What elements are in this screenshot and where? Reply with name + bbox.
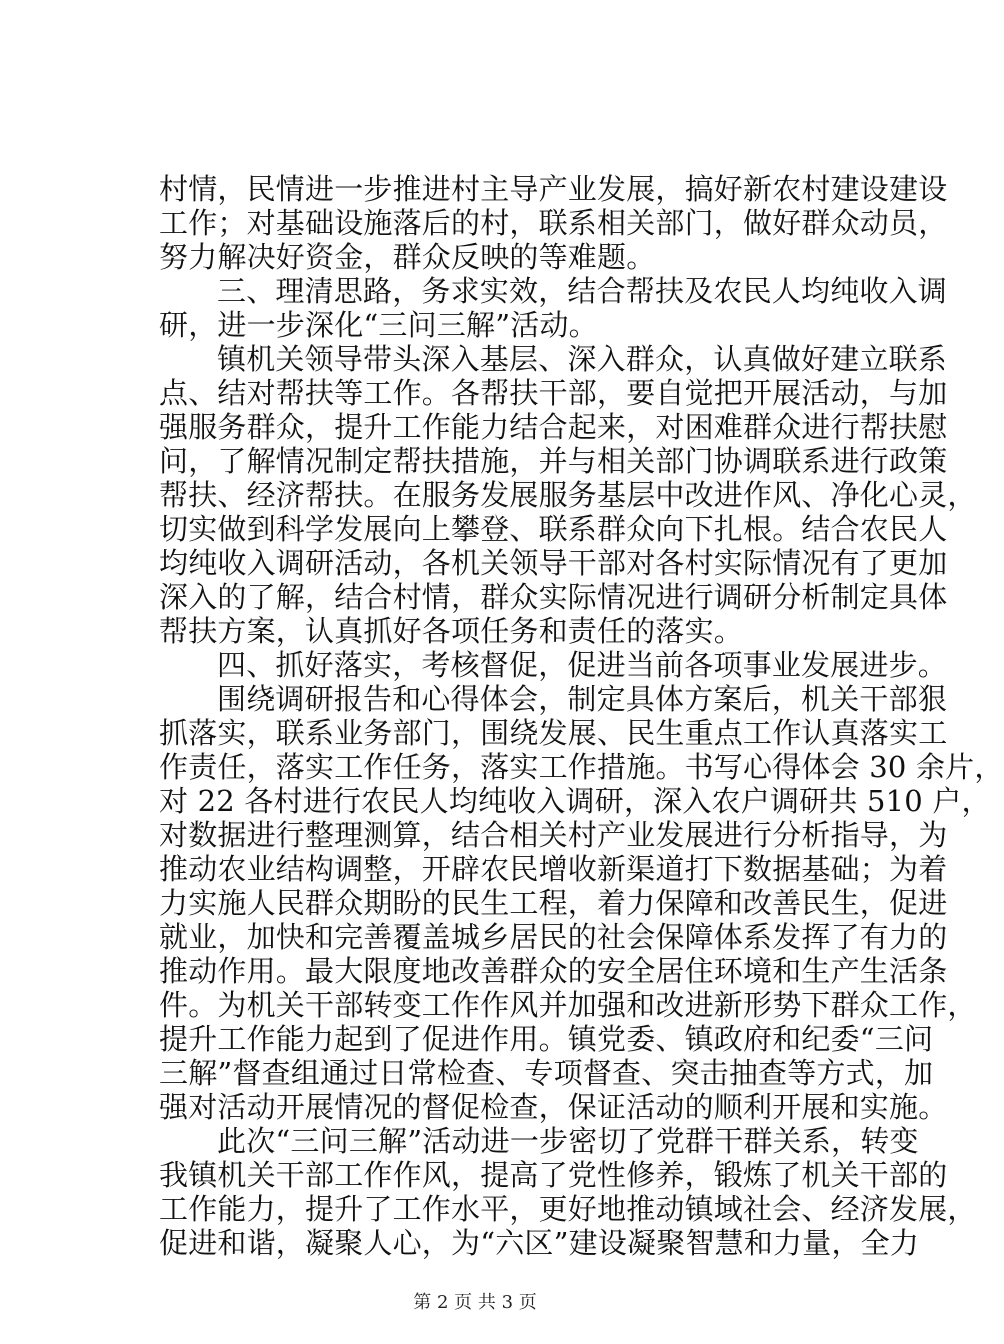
text-line: 强对活动开展情况的督促检查，保证活动的顺利开展和实施。 (159, 1090, 948, 1124)
text-line: 四、抓好落实，考核督促，促进当前各项事业发展进步。 (217, 648, 948, 682)
text-line: 三解”督查组通过日常检查、专项督查、突击抽查等方式，加 (159, 1056, 934, 1090)
text-line: 点、结对帮扶等工作。各帮扶干部，要自觉把开展活动，与加 (159, 376, 948, 410)
text-line: 三、理清思路，务求实效，结合帮扶及农民人均纯收入调 (217, 274, 948, 308)
text-line: 促进和谐，凝聚人心，为“六区”建设凝聚智慧和力量，全力 (159, 1226, 920, 1260)
text-line: 提升工作能力起到了促进作用。镇党委、镇政府和纪委“三问 (159, 1022, 934, 1056)
text-line: 帮扶、经济帮扶。在服务发展服务基层中改进作风、净化心灵， (159, 478, 977, 512)
text-line: 围绕调研报告和心得体会，制定具体方案后，机关干部狠 (217, 682, 948, 716)
page-footer (0, 1288, 950, 1314)
text-line: 努力解决好资金，群众反映的等难题。 (159, 240, 656, 274)
text-line: 此次“三问三解”活动进一步密切了党群干群关系，转变 (217, 1124, 919, 1158)
page-number-label: 第 2 页 共 3 页 (413, 1292, 537, 1313)
text-line: 我镇机关干部工作作风，提高了党性修养，锻炼了机关干部的 (159, 1158, 948, 1192)
text-line: 切实做到科学发展向上攀登、联系群众向下扎根。结合农民人 (159, 512, 948, 546)
text-line: 对 22 各村进行农民人均纯收入调研，深入农户调研共 510 户， (159, 784, 991, 818)
text-line: 工作；对基础设施落后的村，联系相关部门，做好群众动员， (159, 206, 948, 240)
text-line: 件。为机关干部转变工作作风并加强和改进新形势下群众工作， (159, 988, 977, 1022)
text-line: 问，了解情况制定帮扶措施，并与相关部门协调联系进行政策 (159, 444, 948, 478)
text-line: 抓落实，联系业务部门，围绕发展、民生重点工作认真落实工 (159, 716, 948, 750)
document-body (159, 172, 1004, 1260)
text-line: 帮扶方案，认真抓好各项任务和责任的落实。 (159, 614, 744, 648)
text-line: 力实施人民群众期盼的民生工程，着力保障和改善民生，促进 (159, 886, 948, 920)
text-line: 对数据进行整理测算，结合相关村产业发展进行分析指导，为 (159, 818, 948, 852)
text-line: 工作能力，提升了工作水平，更好地推动镇域社会、经济发展， (159, 1192, 977, 1226)
text-line: 深入的了解，结合村情，群众实际情况进行调研分析制定具体 (159, 580, 948, 614)
text-line: 强服务群众，提升工作能力结合起来，对困难群众进行帮扶慰 (159, 410, 948, 444)
text-line: 镇机关领导带头深入基层、深入群众，认真做好建立联系 (217, 342, 948, 376)
text-line: 就业，加快和完善覆盖城乡居民的社会保障体系发挥了有力的 (159, 920, 948, 954)
text-line: 均纯收入调研活动，各机关领导干部对各村实际情况有了更加 (159, 546, 948, 580)
text-line: 作责任，落实工作任务，落实工作措施。书写心得体会 30 余片， (159, 750, 1004, 784)
text-line: 推动农业结构调整，开辟农民增收新渠道打下数据基础；为着 (159, 852, 948, 886)
text-line: 研，进一步深化“三问三解”活动。 (159, 308, 598, 342)
text-line: 推动作用。最大限度地改善群众的安全居住环境和生产生活条 (159, 954, 948, 988)
text-line: 村情，民情进一步推进村主导产业发展，搞好新农村建设建设 (159, 172, 948, 206)
